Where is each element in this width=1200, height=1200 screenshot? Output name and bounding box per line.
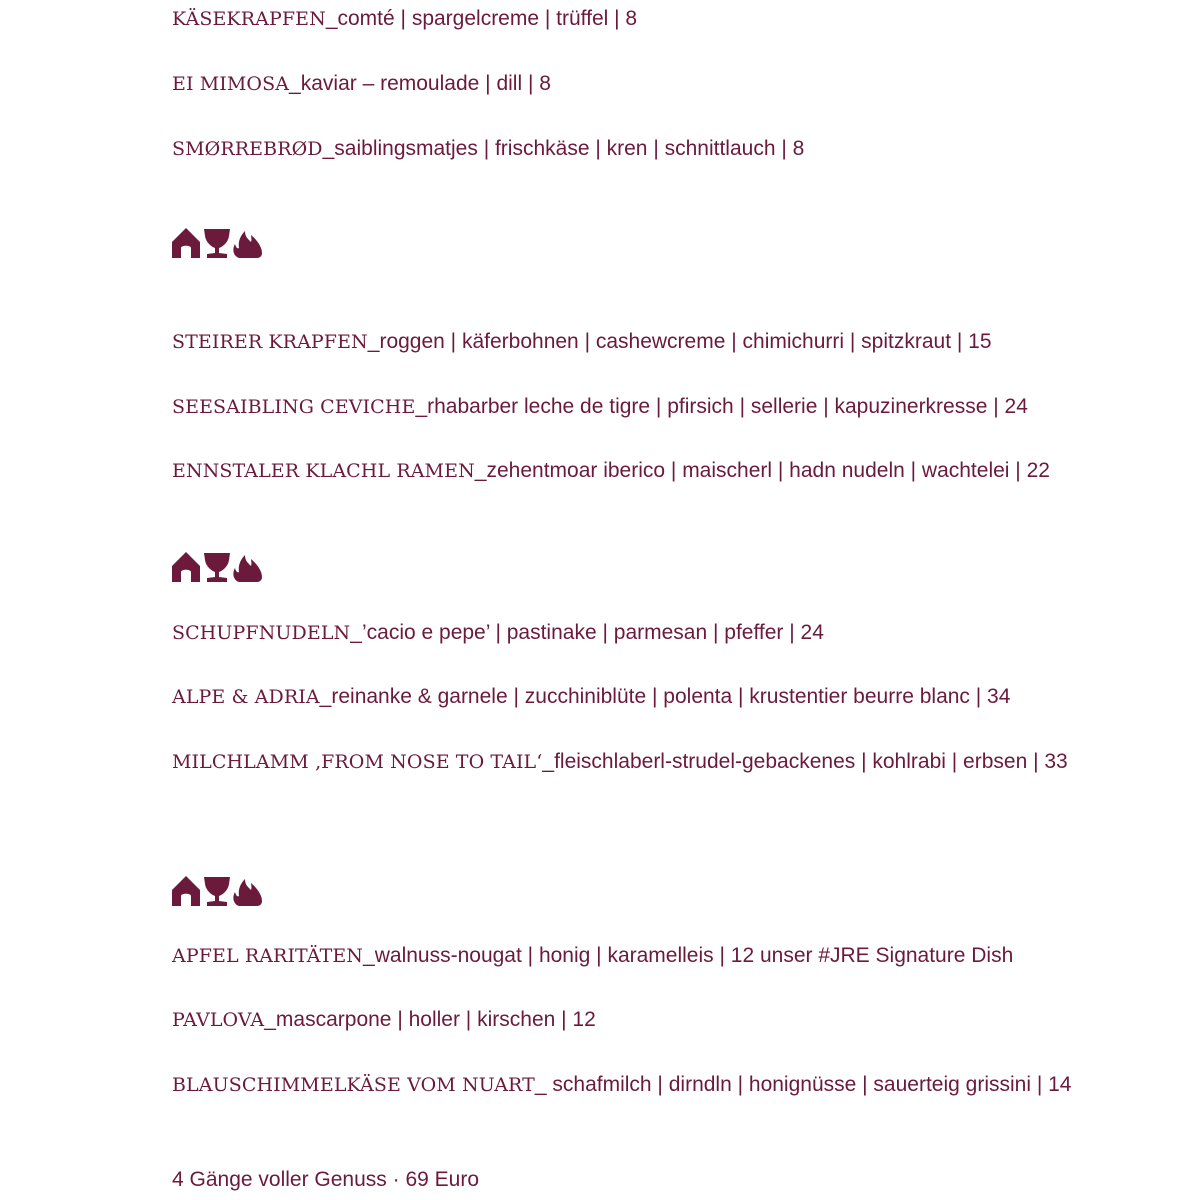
- house-icon: [172, 552, 200, 582]
- section-divider-icons: [171, 551, 263, 583]
- dish-description: _walnuss-nougat | honig | karamelleis | 12 unser #JRE Signature Dish: [363, 944, 1014, 967]
- dish-name: SCHUPFNUDELN: [172, 622, 351, 644]
- house-icon: [172, 876, 200, 906]
- dish-name: MILCHLAMM ‚FROM NOSE TO TAIL‘: [172, 751, 543, 773]
- menu-item: [172, 134, 804, 163]
- menu-item: [172, 682, 1010, 711]
- dish-description: _kaviar – remoulade | dill | 8: [289, 72, 551, 95]
- menu-item: [172, 941, 1013, 970]
- dish-description: _mascarpone | holler | kirschen | 12: [264, 1008, 596, 1031]
- menu-item: [172, 327, 992, 356]
- dish-name: SMØRREBRØD: [172, 138, 323, 160]
- section-divider-icons: [171, 227, 263, 259]
- menu-item: [172, 4, 637, 33]
- section-divider-icons: [171, 875, 263, 907]
- wine-glass-icon: [204, 877, 230, 906]
- dish-name: PAVLOVA: [172, 1009, 265, 1031]
- dish-description: _’cacio e pepe’ | pastinake | parmesan | pfeffer | 24: [350, 621, 824, 644]
- house-icon: [172, 228, 200, 258]
- wine-glass-icon: [204, 229, 230, 258]
- dish-name: KÄSEKRAPFEN: [172, 8, 326, 30]
- dish-name: STEIRER KRAPFEN: [172, 331, 368, 353]
- menu-price-footer: 4 Gänge voller Genuss · 69 Euro: [172, 1168, 480, 1191]
- dish-name: ENNSTALER KLACHL RAMEN: [172, 460, 475, 482]
- dish-description: _fleischlaberl-strudel-gebackenes | kohlrabi | erbsen | 33: [542, 750, 1068, 773]
- dish-description: _roggen | käferbohnen | cashewcreme | chimichurri | spitzkraut | 15: [367, 330, 992, 353]
- dish-name: BLAUSCHIMMELKÄSE VOM NUART: [172, 1074, 535, 1096]
- dish-description: _saiblingsmatjes | frischkäse | kren | schnittlauch | 8: [322, 137, 805, 160]
- menu-item: [172, 618, 824, 647]
- menu-item: [172, 1005, 596, 1034]
- dish-name: SEESAIBLING CEVICHE: [172, 396, 416, 418]
- menu-item: [172, 747, 1068, 776]
- dish-name: EI MIMOSA: [172, 73, 290, 95]
- flame-icon: [233, 879, 262, 906]
- menu-item: [172, 1070, 1072, 1099]
- dish-name: ALPE & ADRIA: [172, 686, 320, 708]
- menu-item: [172, 392, 1028, 421]
- dish-description: _comté | spargelcreme | trüffel | 8: [325, 7, 638, 30]
- flame-icon: [233, 231, 262, 258]
- dish-description: _rhabarber leche de tigre | pfirsich | sellerie | kapuzinerkresse | 24: [415, 395, 1028, 418]
- dish-description: _reinanke & garnele | zucchiniblüte | polenta | krustentier beurre blanc | 34: [319, 685, 1011, 708]
- flame-icon: [233, 555, 262, 582]
- wine-glass-icon: [204, 553, 230, 582]
- menu-item: [172, 69, 551, 98]
- dish-description: _zehentmoar iberico | maischerl | hadn nudeln | wachtelei | 22: [474, 459, 1050, 482]
- dish-description: _ schafmilch | dirndln | honignüsse | sauerteig grissini | 14: [534, 1073, 1072, 1096]
- menu-item: [172, 456, 1050, 485]
- dish-name: APFEL RARITÄTEN: [172, 945, 364, 967]
